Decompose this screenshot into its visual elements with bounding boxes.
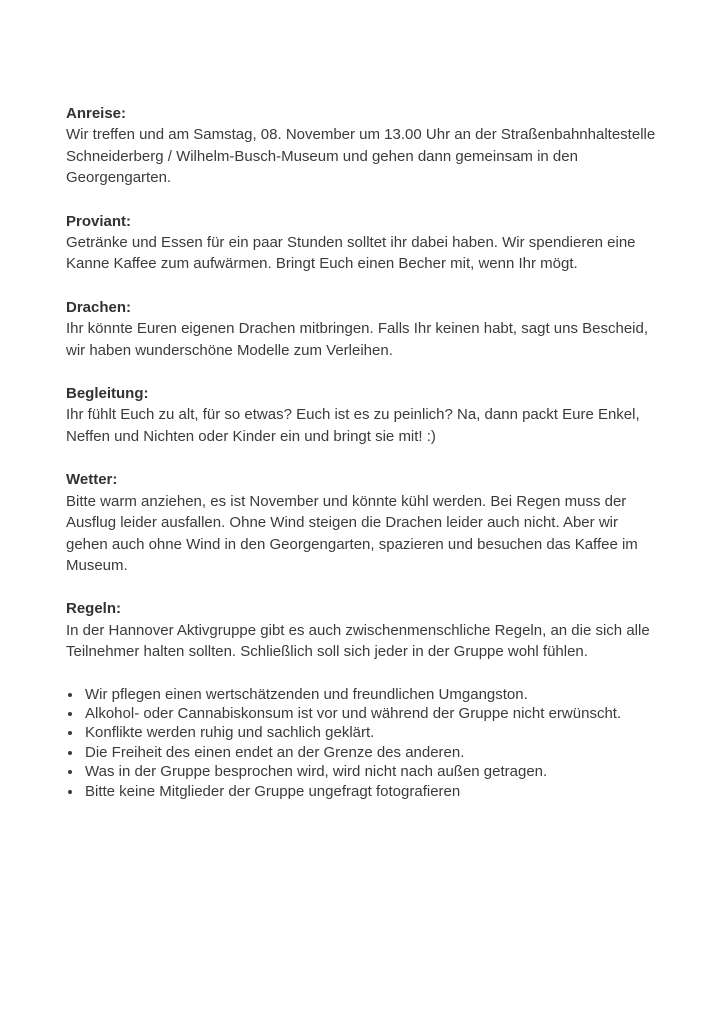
rules-list-item: • Konflikte werden ruhig und sachlich geklärt. <box>83 723 663 742</box>
rules-list-item: • Was in der Gruppe besprochen wird, wird nicht nach außen getragen. <box>83 762 663 781</box>
section-heading-anreise: Anreise: <box>66 105 127 122</box>
section-heading-proviant: Proviant: <box>66 212 132 230</box>
rules-list-item: • Die Freiheit des einen endet an der Grenze des anderen. <box>83 743 663 762</box>
section-begleitung <box>66 383 663 447</box>
section-body-wetter: Bitte warm anziehen, es ist November und könnte kühl werden. Bei Regen muss der Ausflug leider ausfallen. Ohne Wind steigen die Drachen leider auch nicht. Aber wir gehen auch ohne Wind in den Georgengarten, spazieren und besuchen das Kaffee im Museum. <box>66 492 638 574</box>
section-heading-begleitung: Begleitung: <box>66 385 149 403</box>
section-anreise <box>66 103 663 189</box>
section-body-proviant: Getränke und Essen für ein paar Stunden solltet ihr dabei haben. Wir spendieren eine Kanne Kaffee zum aufwärmen. Bringt Euch einen Becher mit, wenn Ihr mögt. <box>66 234 636 273</box>
section-body-drachen: Ihr könnte Euren eigenen Drachen mitbringen. Falls Ihr keinen habt, sagt uns Bescheid, wir haben wunderschöne Modelle zum Verleihen. <box>66 320 649 359</box>
rules-list <box>66 685 663 801</box>
rules-list-item: • Alkohol- oder Cannabiskonsum ist vor und während der Gruppe nicht erwünscht. <box>83 704 663 723</box>
section-body-begleitung: Ihr fühlt Euch zu alt, für so etwas? Euch ist es zu peinlich? Na, dann packt Eure Enkel, Neffen und Nichten oder Kinder ein und bringt sie mit! :) <box>66 406 640 445</box>
rules-list-item: • Bitte keine Mitglieder der Gruppe ungefragt fotografieren <box>83 782 663 801</box>
section-drachen <box>66 297 663 361</box>
section-proviant <box>66 211 663 275</box>
section-regeln <box>66 598 663 662</box>
section-body-regeln: In der Hannover Aktivgruppe gibt es auch zwischenmenschliche Regeln, an die sich alle Teilnehmer halten sollten. Schließlich soll sich jeder in der Gruppe wohl fühlen. <box>66 621 650 661</box>
section-body-anreise: Wir treffen und am Samstag, 08. November um 13.00 Uhr an der Straßenbahnhaltestelle Schneiderberg / Wilhelm-Busch-Museum und gehen dann gemeinsam in den Georgengarten. <box>66 126 656 187</box>
section-heading-wetter: Wetter: <box>66 471 118 489</box>
section-heading-regeln: Regeln: <box>66 600 122 618</box>
section-wetter <box>66 469 663 576</box>
section-heading-drachen: Drachen: <box>66 298 132 316</box>
rules-list-item: • Wir pflegen einen wertschätzenden und freundlichen Umgangston. <box>83 685 663 704</box>
